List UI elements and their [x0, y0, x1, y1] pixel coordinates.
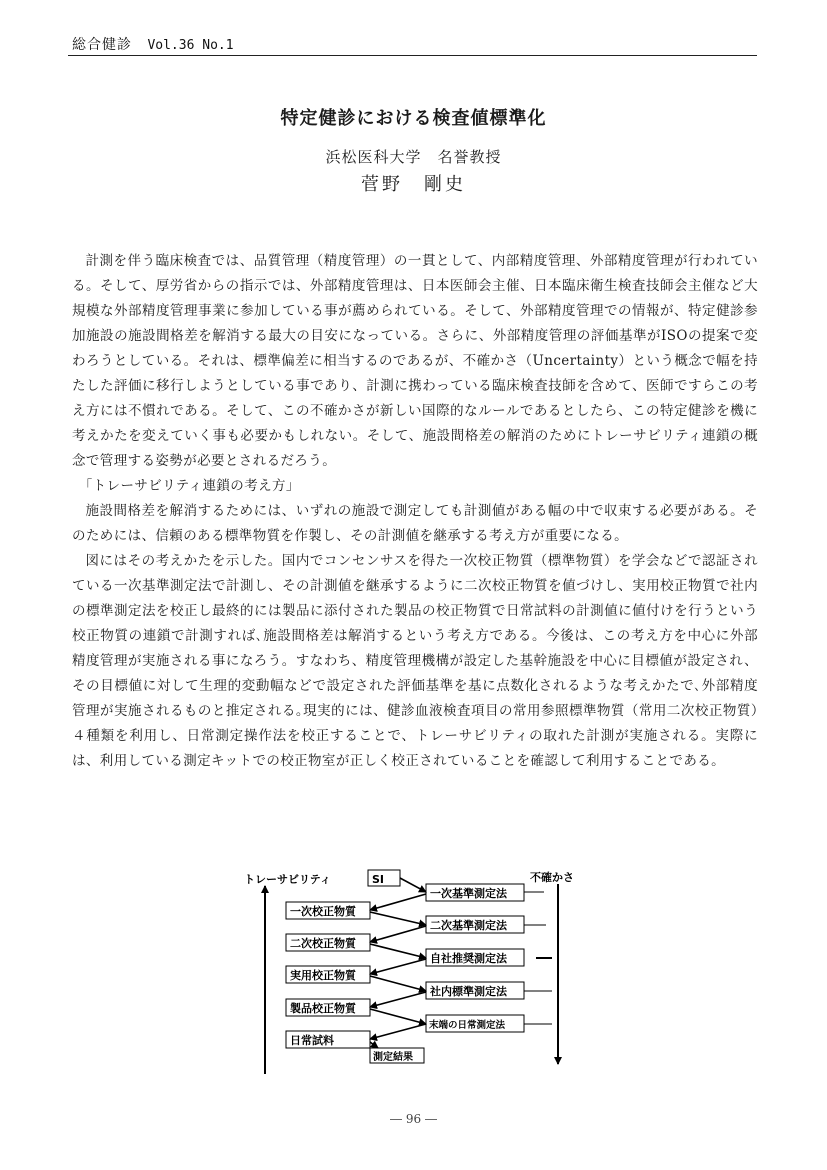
method-label-2: 二次基準測定法	[430, 919, 507, 932]
sample-to-result-arrow	[370, 1042, 378, 1048]
method3-to-material3-arrow	[370, 959, 426, 974]
material2-to-method3-arrow	[370, 944, 426, 958]
page-number: ― 96 ―	[390, 1112, 437, 1126]
method2-to-material2-arrow	[370, 926, 426, 942]
material-label-3: 実用校正物質	[290, 969, 356, 982]
journal-name: 総合健診	[72, 37, 132, 53]
method1-to-material1-arrow	[370, 894, 426, 910]
paragraph-2: 施設間格差を解消するためには、いずれの施設で測定しても計測値がある幅の中で収束する必要がある。そのためには、信頼のある標準物質を作製し、その計測値を継承する考え方が重要になる。	[72, 503, 758, 544]
paragraph-3: 図にはその考えかたを示した。国内でコンセンサスを得た一次校正物質（標準物質）を学会などで認証されている一次基準測定法で計測し、その計測値を継承するように二次校正物質を値づけし、実用校正物質で社内の標準測定法を校正し最終的には製品に添付された製品の校正物質で日常試料の計測値に値付けを行うという校正物質の連鎖で計測すれば､施設間格差は解消するという考え方である。今後は、この考え方を中心に外部精度管理が実施される事になろう。すなわち、精度管理機構が設定した基幹施設を中心に目標値が設定され、その目標値に対して生理的変動幅などで設定された評価基準を基に点数化されるような考えかたで､外部精度管理が実施されるものと推定される｡現実的には、健診血液検査項目の常用参照標準物質（常用二次校正物質）４種類を利用し、日常測定操作法を校正することで、トレーサビリティの取れた計測が実施される。実際には、利用している測定キットでの校正物室が正しく校正されていることを確認して利用することである。	[72, 553, 758, 769]
material-label-1: 一次校正物質	[290, 905, 356, 918]
material1-to-method2-arrow	[370, 912, 426, 925]
material4-to-method5-arrow	[370, 1009, 426, 1024]
method-label-1: 一次基準測定法	[430, 887, 507, 900]
method-label-4: 社内標準測定法	[430, 985, 507, 998]
article-body	[72, 249, 758, 774]
material3-to-method4-arrow	[370, 976, 426, 991]
method5-to-sample-arrow	[370, 1024, 426, 1039]
uncertainty-label: 不確かさ	[530, 871, 574, 884]
traceability-chain-diagram	[240, 866, 580, 1081]
method-label-3: 自社推奨測定法	[430, 952, 507, 965]
paragraph-1: 計測を伴う臨床検査では、品質管理（精度管理）の一貫として、内部精度管理、外部精度管理が行われている。そして、厚労省からの指示では、外部精度管理は、日本医師会主催、日本臨床衛生検査技師会主催など大規模な外部精度管理事業に参加している事が薦められている。そして、外部精度管理での情報が、特定健診参加施設の施設間格差を解消する最大の目安になっている。さらに、外部精度管理の評価基準がISOの提案で変わろうとしている。それは、標準偏差に相当するのであるが、不確かさ（Uncertainty）という概念で幅を持たした評価に移行しようとしている事であり、計測に携わっている臨床検査技師を含めて、医師ですらこの考え方には不慣れである。そして、この不確かさが新しい国際的なルールであるとしたら、この特定健診を機に考えかたを変えていく事も必要かもしれない。そして、施設間格差の解消のためにトレーサビリティ連鎖の概念で管理する姿勢が必要とされるだろう。	[72, 253, 758, 469]
method4-to-material4-arrow	[370, 992, 426, 1007]
volume-number: Vol.36 No.1	[147, 38, 234, 53]
material-label-4: 製品校正物質	[290, 1002, 356, 1015]
material-label-5: 日常試料	[290, 1034, 334, 1047]
result-label: 測定結果	[373, 1052, 413, 1063]
author-name: 菅野 剛史	[361, 174, 466, 195]
material-label-2: 二次校正物質	[290, 937, 356, 950]
running-header	[72, 34, 234, 54]
traceability-label: トレーサビリティ	[244, 873, 331, 886]
si-to-method-arrow	[400, 878, 426, 892]
article-title: 特定健診における検査値標準化	[280, 108, 547, 129]
header-rule	[68, 55, 757, 56]
section-subheading: 「トレーサビリティ連鎖の考え方」	[78, 478, 300, 494]
author-affiliation: 浜松医科大学 名誉教授	[325, 148, 502, 166]
method-label-5: 末端の日常測定法	[429, 1020, 506, 1031]
si-label: SI	[372, 873, 385, 886]
